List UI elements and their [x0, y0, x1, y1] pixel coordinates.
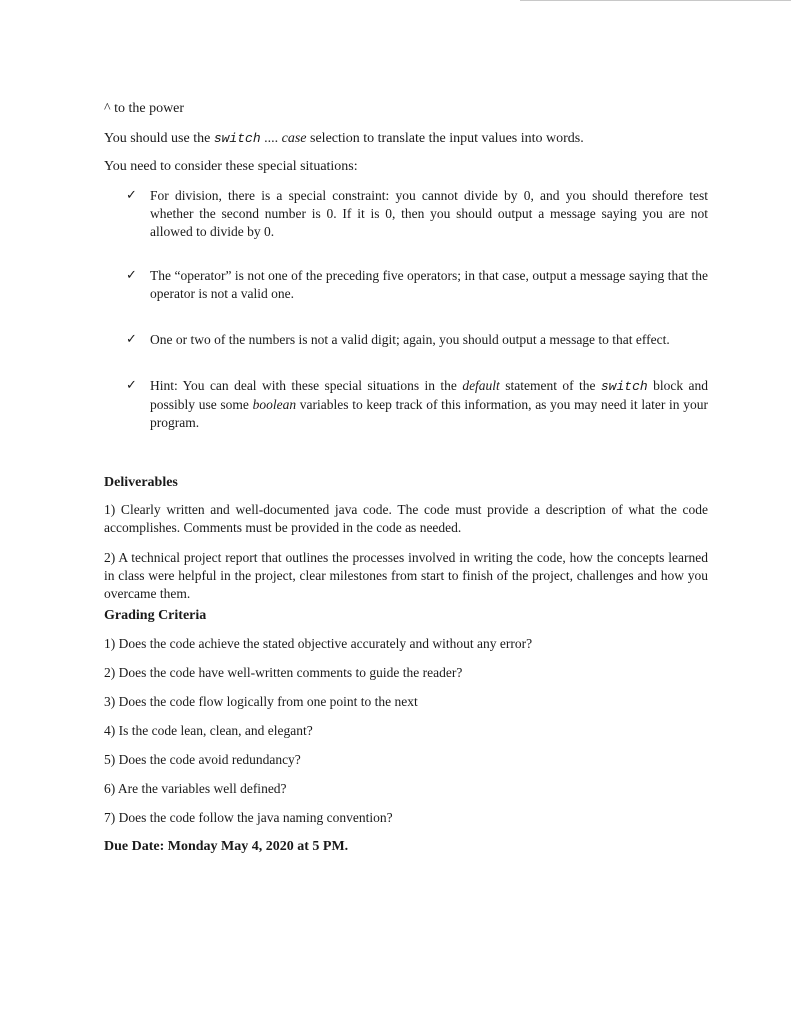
bullet-digit [104, 331, 708, 349]
hint-text [150, 378, 708, 430]
bullet-operator-text: The “operator” is not one of the preceding five operators; in that case, output a message saying that the operator is not a valid one. [150, 268, 708, 301]
power-operator-line: ^ to the power [104, 101, 185, 116]
hint-text-2: statement of the [499, 378, 601, 393]
page-top-edge [520, 0, 791, 1]
criteria-item: 3) Does the code flow logically from one point to the next [104, 694, 418, 709]
hint-text-3: block and possibly use some [150, 378, 708, 412]
deliverable-item-2: 2) A technical project report that outlines the processes involved in writing the code, how the concepts learned in class were helpful in the project, clear milestones from start to finish of the project, challenges and how you overcame them. [104, 550, 708, 601]
checkmark-icon: ✓ [126, 268, 137, 283]
bullet-operator [104, 267, 708, 303]
case-keyword: case [281, 131, 307, 146]
hint-text-1: Hint: You can deal with these special situations in the [150, 378, 463, 393]
switch-instruction [104, 130, 708, 147]
switch-text-2: .... [260, 131, 282, 146]
default-keyword: default [462, 378, 500, 393]
checkmark-icon: ✓ [126, 332, 137, 347]
criteria-item: 1) Does the code achieve the stated objective accurately and without any error? [104, 636, 533, 651]
switch-keyword: switch [600, 379, 648, 394]
switch-text-1: You should use the [104, 131, 214, 146]
document-page [104, 100, 708, 869]
bullet-division-text: For division, there is a special constraint: you cannot divide by 0, and you should therefore test whether the second number is 0. If it is 0, then you should output a message saying you are not allowed to divide by 0. [150, 188, 708, 239]
boolean-keyword: boolean [252, 397, 297, 412]
bullet-digit-text: One or two of the numbers is not a valid digit; again, you should output a message to that effect. [150, 332, 670, 347]
criteria-item: 6) Are the variables well defined? [104, 781, 287, 796]
switch-keyword: switch [213, 131, 261, 146]
grading-criteria-list [104, 635, 708, 826]
criteria-item: 2) Does the code have well-written comments to guide the reader? [104, 665, 463, 680]
criteria-item: 7) Does the code follow the java naming convention? [104, 810, 393, 825]
deliverables-heading: Deliverables [104, 475, 178, 490]
switch-text-3: selection to translate the input values into words. [306, 131, 584, 146]
grading-criteria-heading: Grading Criteria [104, 608, 207, 623]
checkmark-icon: ✓ [126, 188, 137, 203]
bullet-hint [104, 377, 708, 432]
criteria-item: 4) Is the code lean, clean, and elegant? [104, 723, 313, 738]
due-date: Due Date: Monday May 4, 2020 at 5 PM. [104, 839, 349, 854]
checkmark-icon: ✓ [126, 378, 137, 393]
hint-text-4: variables to keep track of this information, as you may need it later in your program. [150, 397, 708, 430]
special-situations-intro: You need to consider these special situations: [104, 159, 358, 174]
special-situations-list [104, 187, 708, 432]
criteria-item: 5) Does the code avoid redundancy? [104, 752, 301, 767]
deliverable-item-1: 1) Clearly written and well-documented java code. The code must provide a description of what the code accomplishes. Comments must be provided in the code as needed. [104, 502, 708, 535]
bullet-division [104, 187, 708, 241]
